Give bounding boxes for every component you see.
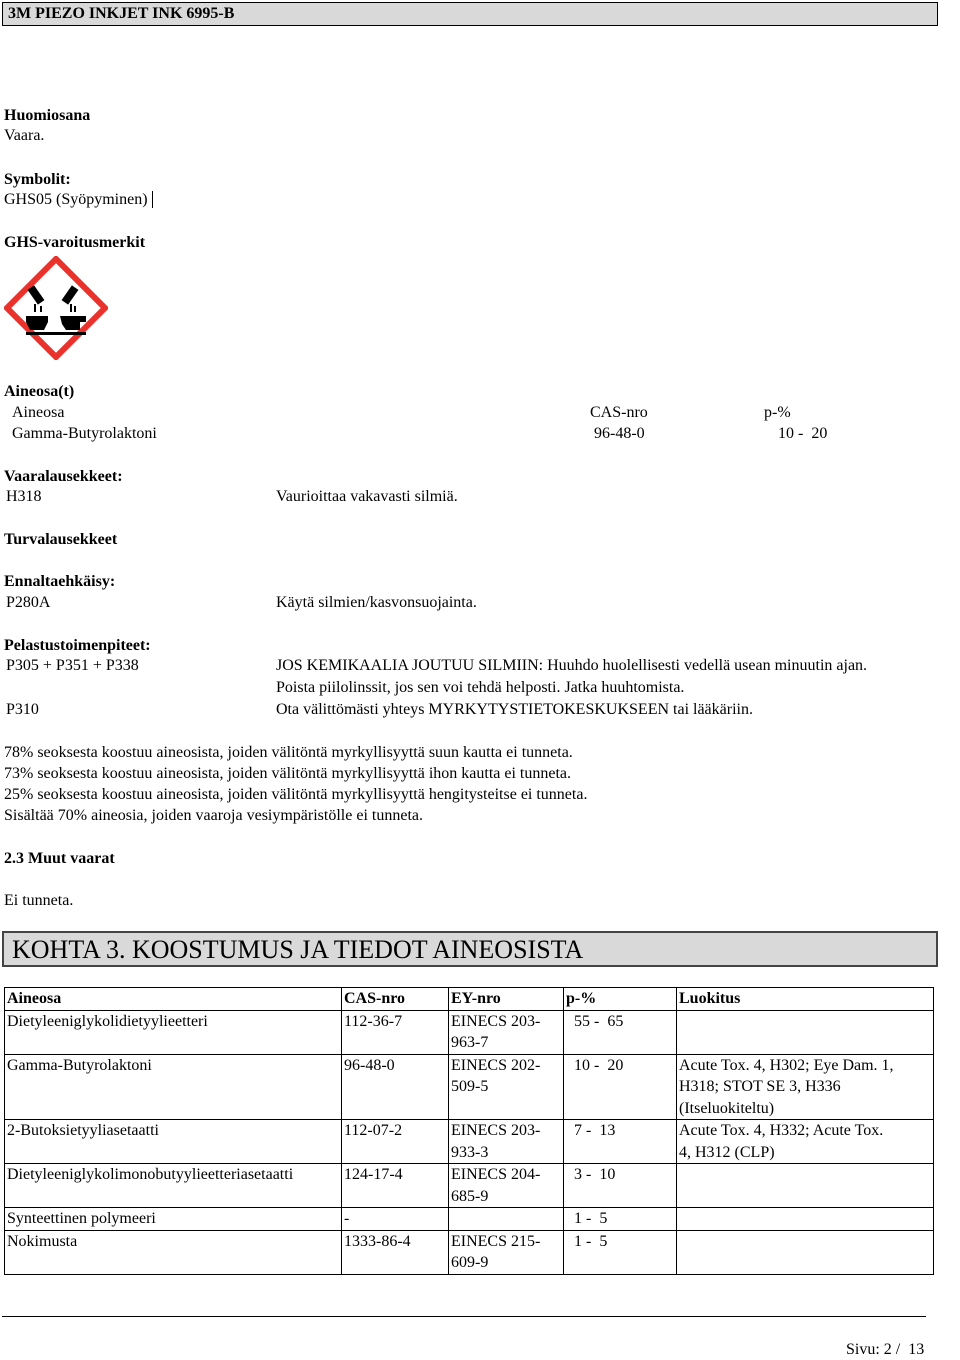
col-header-ec: EY-nro bbox=[449, 988, 564, 1011]
classification bbox=[677, 1230, 934, 1274]
substance-name: Synteettinen polymeeri bbox=[5, 1208, 342, 1231]
footer-divider bbox=[2, 1316, 926, 1317]
symbols-value: GHS05 (Syöpyminen) bbox=[4, 190, 153, 210]
prevention-code: P280A bbox=[6, 594, 51, 611]
toxicity-note: Sisältää 70% aineosia, joiden vaaroja vesiympäristölle ei tunneta. bbox=[4, 807, 423, 824]
hazard-text: Vaurioittaa vakavasti silmiä. bbox=[276, 488, 458, 505]
symbols-label: Symbolit: bbox=[4, 171, 71, 188]
ec-number: EINECS 215- 609-9 bbox=[449, 1230, 564, 1274]
response-text-1a: JOS KEMIKAALIA JOUTUU SILMIIN: Huuhdo huolellisesti vedellä usean minuutin ajan. bbox=[276, 657, 868, 674]
substance-name: Nokimusta bbox=[5, 1230, 342, 1274]
ingredients-col-cas: CAS-nro bbox=[590, 404, 648, 421]
ec-number: EINECS 204- 685-9 bbox=[449, 1164, 564, 1208]
response-code-1: P305 + P351 + P338 bbox=[6, 657, 139, 674]
cas-number: 96-48-0 bbox=[342, 1054, 449, 1120]
other-hazards-text: Ei tunneta. bbox=[4, 892, 74, 909]
table-row bbox=[5, 1054, 934, 1120]
hazard-code: H318 bbox=[6, 488, 42, 505]
other-hazards-heading: 2.3 Muut vaarat bbox=[4, 850, 115, 867]
substance-name: 2-Butoksietyyliasetaatti bbox=[5, 1120, 342, 1164]
table-row bbox=[5, 1208, 934, 1231]
substance-name: Dietyleeniglykolimonobutyylieetteriasetaatti bbox=[5, 1164, 342, 1208]
ec-number: EINECS 202- 509-5 bbox=[449, 1054, 564, 1120]
cas-number: - bbox=[342, 1208, 449, 1231]
page-number: Sivu: 2 / 13 bbox=[846, 1341, 925, 1358]
toxicity-note: 25% seoksesta koostuu aineosista, joiden välitöntä myrkyllisyyttä hengitysteitse ei tunneta. bbox=[4, 786, 588, 803]
response-text-1b: Poista piilolinssit, jos sen voi tehdä helposti. Jatka huuhtomista. bbox=[276, 679, 685, 696]
section-3-heading bbox=[2, 931, 938, 967]
table-row bbox=[5, 1230, 934, 1274]
cas-number: 112-07-2 bbox=[342, 1120, 449, 1164]
document-header bbox=[2, 2, 938, 26]
percent-range: 1 - 5 bbox=[564, 1208, 677, 1231]
response-text-2: Ota välittömästi yhteys MYRKYTYSTIETOKESKUKSEEN tai lääkäriin. bbox=[276, 701, 753, 718]
col-header-classification: Luokitus bbox=[677, 988, 934, 1011]
corrosion-pictogram-icon bbox=[4, 256, 108, 360]
product-title: 3M PIEZO INKJET INK 6995-B bbox=[8, 5, 235, 22]
col-header-pct: p-% bbox=[564, 988, 677, 1011]
percent-range: 55 - 65 bbox=[564, 1010, 677, 1054]
toxicity-note: 78% seoksesta koostuu aineosista, joiden välitöntä myrkyllisyyttä suun kautta ei tunneta. bbox=[4, 744, 573, 761]
composition-table bbox=[4, 987, 934, 1275]
classification bbox=[677, 1164, 934, 1208]
ingredients-col-pct: p-% bbox=[764, 404, 791, 421]
hazard-statements-label: Vaaralausekkeet: bbox=[4, 468, 123, 485]
classification: Acute Tox. 4, H302; Eye Dam. 1, H318; STOT SE 3, H336 (Itseluokiteltu) bbox=[677, 1054, 934, 1120]
percent-range: 10 - 20 bbox=[564, 1054, 677, 1120]
toxicity-note: 73% seoksesta koostuu aineosista, joiden välitöntä myrkyllisyyttä ihon kautta ei tunneta. bbox=[4, 765, 572, 782]
cas-number: 1333-86-4 bbox=[342, 1230, 449, 1274]
table-row bbox=[5, 1164, 934, 1208]
classification: Acute Tox. 4, H332; Acute Tox. 4, H312 (CLP) bbox=[677, 1120, 934, 1164]
cas-number: 124-17-4 bbox=[342, 1164, 449, 1208]
signal-word-value: Vaara. bbox=[4, 127, 45, 144]
cas-number: 112-36-7 bbox=[342, 1010, 449, 1054]
response-label: Pelastustoimenpiteet: bbox=[4, 637, 151, 654]
classification bbox=[677, 1208, 934, 1231]
ingredients-label: Aineosa(t) bbox=[4, 383, 75, 400]
ec-number: EINECS 203- 933-3 bbox=[449, 1120, 564, 1164]
signal-word-label: Huomiosana bbox=[4, 107, 91, 124]
ingredient-pct: 10 - 20 bbox=[778, 425, 828, 442]
percent-range: 1 - 5 bbox=[564, 1230, 677, 1274]
section-3-title: KOHTA 3. KOOSTUMUS JA TIEDOT AINEOSISTA bbox=[12, 935, 584, 964]
percent-range: 7 - 13 bbox=[564, 1120, 677, 1164]
table-row bbox=[5, 1010, 934, 1054]
ingredients-col-substance: Aineosa bbox=[12, 404, 65, 421]
prevention-text: Käytä silmien/kasvonsuojainta. bbox=[276, 594, 477, 611]
precautionary-label: Turvalausekkeet bbox=[4, 531, 118, 548]
table-row bbox=[5, 1120, 934, 1164]
classification bbox=[677, 1010, 934, 1054]
ghs-pictograms-label: GHS-varoitusmerkit bbox=[4, 234, 146, 251]
col-header-cas: CAS-nro bbox=[342, 988, 449, 1011]
response-code-2: P310 bbox=[6, 701, 39, 718]
percent-range: 3 - 10 bbox=[564, 1164, 677, 1208]
ec-number bbox=[449, 1208, 564, 1231]
substance-name: Gamma-Butyrolaktoni bbox=[5, 1054, 342, 1120]
col-header-substance: Aineosa bbox=[5, 988, 342, 1011]
ec-number: EINECS 203- 963-7 bbox=[449, 1010, 564, 1054]
prevention-label: Ennaltaehkäisy: bbox=[4, 573, 116, 590]
substance-name: Dietyleeniglykolidietyylieetteri bbox=[5, 1010, 342, 1054]
table-header-row bbox=[5, 988, 934, 1011]
ingredient-cas: 96-48-0 bbox=[594, 425, 645, 442]
ingredient-name: Gamma-Butyrolaktoni bbox=[12, 425, 157, 442]
